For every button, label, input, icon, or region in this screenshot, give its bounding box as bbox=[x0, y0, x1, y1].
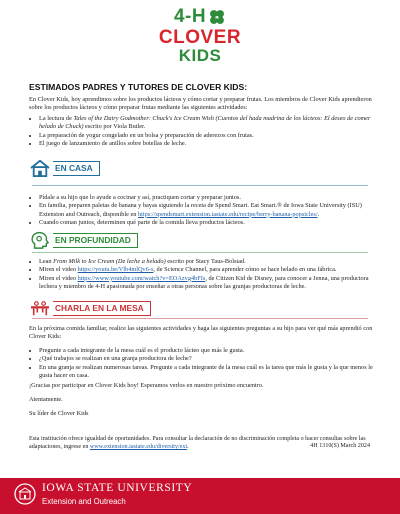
head-gears-icon bbox=[29, 231, 51, 249]
section-label: EN CASA bbox=[53, 161, 100, 176]
science-channel-video-link[interactable]: https://youtu.be/Vlb4mlQv6-s bbox=[77, 266, 154, 274]
list-item: • En familia, preparen paletas de banana y bayas siguiendo la receta de Spend Smart. Eat Smart.® de Iowa State University (ISU) Extension and Outreach, disponible en https://spendsmart.extension.iastate.edu/recipe/berry-banana-popsicles/. bbox=[39, 202, 375, 219]
clover-icon bbox=[208, 8, 226, 26]
section-label: CHARLA EN LA MESA bbox=[53, 301, 151, 316]
depth-list bbox=[29, 258, 375, 291]
svg-text:H: H bbox=[215, 14, 219, 20]
logo-clover-text: CLOVER bbox=[158, 27, 242, 48]
publication-code: 4H 1310(S) March 2024 bbox=[310, 443, 370, 449]
footer-statement: Esta institución ofrece igualdad de oportunidades. Para consultar la declaración de no discriminación completa o hacer consultas sobre las adaptaciones, ingrese en www.extension.iastate.edu/diversity/ext. bbox=[29, 436, 366, 450]
isu-seal-icon bbox=[14, 483, 36, 505]
signature-text: Su líder de Clover Kids bbox=[29, 410, 89, 417]
thanks-text: ¡Gracias por participar en Clover Kids hoy! Esperamos verlos en nuestro próximo encuentro. bbox=[29, 382, 264, 389]
isu-footer-bar bbox=[0, 478, 400, 514]
logo-kids-text: KIDS bbox=[178, 46, 222, 65]
closing-text: Atentamente. bbox=[29, 396, 63, 403]
list-item: • En una granja se realizan numerosas tareas. Pregunte a cada integrante de la mesa cuál es la tarea que más le gusta y la que menos le gusta hacer en casa. bbox=[39, 364, 375, 381]
citizen-kid-video-link[interactable]: https://www.youtube.com/watch?v=EOAzvg4bFIs bbox=[77, 274, 206, 282]
divider bbox=[32, 252, 368, 253]
list-item: • Pregunte a cada integrante de la mesa cuál es el producto lácteo que más le gusta. bbox=[39, 347, 375, 355]
list-item: • Miren el video https://www.youtube.com/watch?v=EOAzvg4bFIs, de Citizen Kid de Disney, para conocer a Jenna, una productora lechera y miembro de 4-H apasionada por enseñar a otras personas sobre las granjas productoras de leche. bbox=[39, 275, 375, 292]
list-item: • Cuando coman juntos, determinen qué parte de la comida lleva productos lácteos. bbox=[39, 219, 375, 227]
list-item: • Pídale a su hijo que lo ayude a cocinar y así, practiquen cortar y preparar juntos. bbox=[39, 194, 375, 202]
isu-extension: Extension and Outreach bbox=[42, 497, 126, 506]
list-item: • Lean From Milk to Ice Cream (De leche a helado) escrito por Stacy Taus-Bolstad. bbox=[39, 258, 375, 266]
list-item: • ¿Qué trabajos se realizan en una granja productora de leche? bbox=[39, 355, 375, 363]
talk-intro: En la próxima comida familiar, realice las siguientes actividades y haga las siguientes preguntas a su hijo para ver qué más aprendió con Clover Kids: bbox=[29, 325, 373, 341]
list-item: • La preparación de yogur congelado en un bolsa y preparación de aderezos con frutas. bbox=[39, 132, 375, 140]
section-en-profundidad bbox=[29, 232, 138, 248]
list-item: • La lectura de Tales of the Dairy Godmother: Chuck's Ice Cream Wish (Cuentos del hada madrina de los lácteos: El deseo de comer helado de Chuck) escrito por Viola Butler. bbox=[39, 115, 375, 132]
divider bbox=[32, 185, 368, 186]
page-heading: ESTIMADOS PADRES Y TUTORES DE CLOVER KIDS: bbox=[29, 82, 248, 92]
diversity-link[interactable]: www.extension.iastate.edu/diversity/ext bbox=[89, 444, 188, 450]
home-list bbox=[29, 194, 375, 227]
section-label: EN PROFUNDIDAD bbox=[53, 233, 138, 248]
section-en-casa bbox=[29, 160, 100, 176]
section-charla-en-la-mesa bbox=[29, 300, 151, 316]
intro-paragraph: En Clover Kids, hoy aprendimos sobre los productos lácteos y cómo cortar y preparar frutas. Los miembros de Clover Kids aprendieron sobre los productos lácteos y cómo preparar frutas mediante las siguientes actividades: bbox=[29, 96, 372, 112]
table-icon bbox=[29, 299, 51, 317]
activities-list bbox=[29, 115, 375, 148]
recipe-link[interactable]: https://spendsmart.extension.iastate.edu/recipe/berry-banana-popsicles/ bbox=[137, 210, 318, 218]
isu-name: IOWA STATE UNIVERSITY bbox=[42, 482, 193, 494]
list-item: • Miren el video https://youtu.be/Vlb4mlQv6-s, de Science Channel, para aprender cómo se hace helado en una fábrica. bbox=[39, 266, 375, 274]
divider bbox=[32, 318, 368, 319]
talk-list bbox=[29, 347, 375, 380]
logo-4h-text: 4-H bbox=[173, 6, 207, 27]
clover-kids-logo bbox=[148, 6, 252, 70]
list-item: • El juego de lanzamiento de anillos sobre botellas de leche. bbox=[39, 140, 375, 148]
house-icon bbox=[29, 159, 51, 177]
